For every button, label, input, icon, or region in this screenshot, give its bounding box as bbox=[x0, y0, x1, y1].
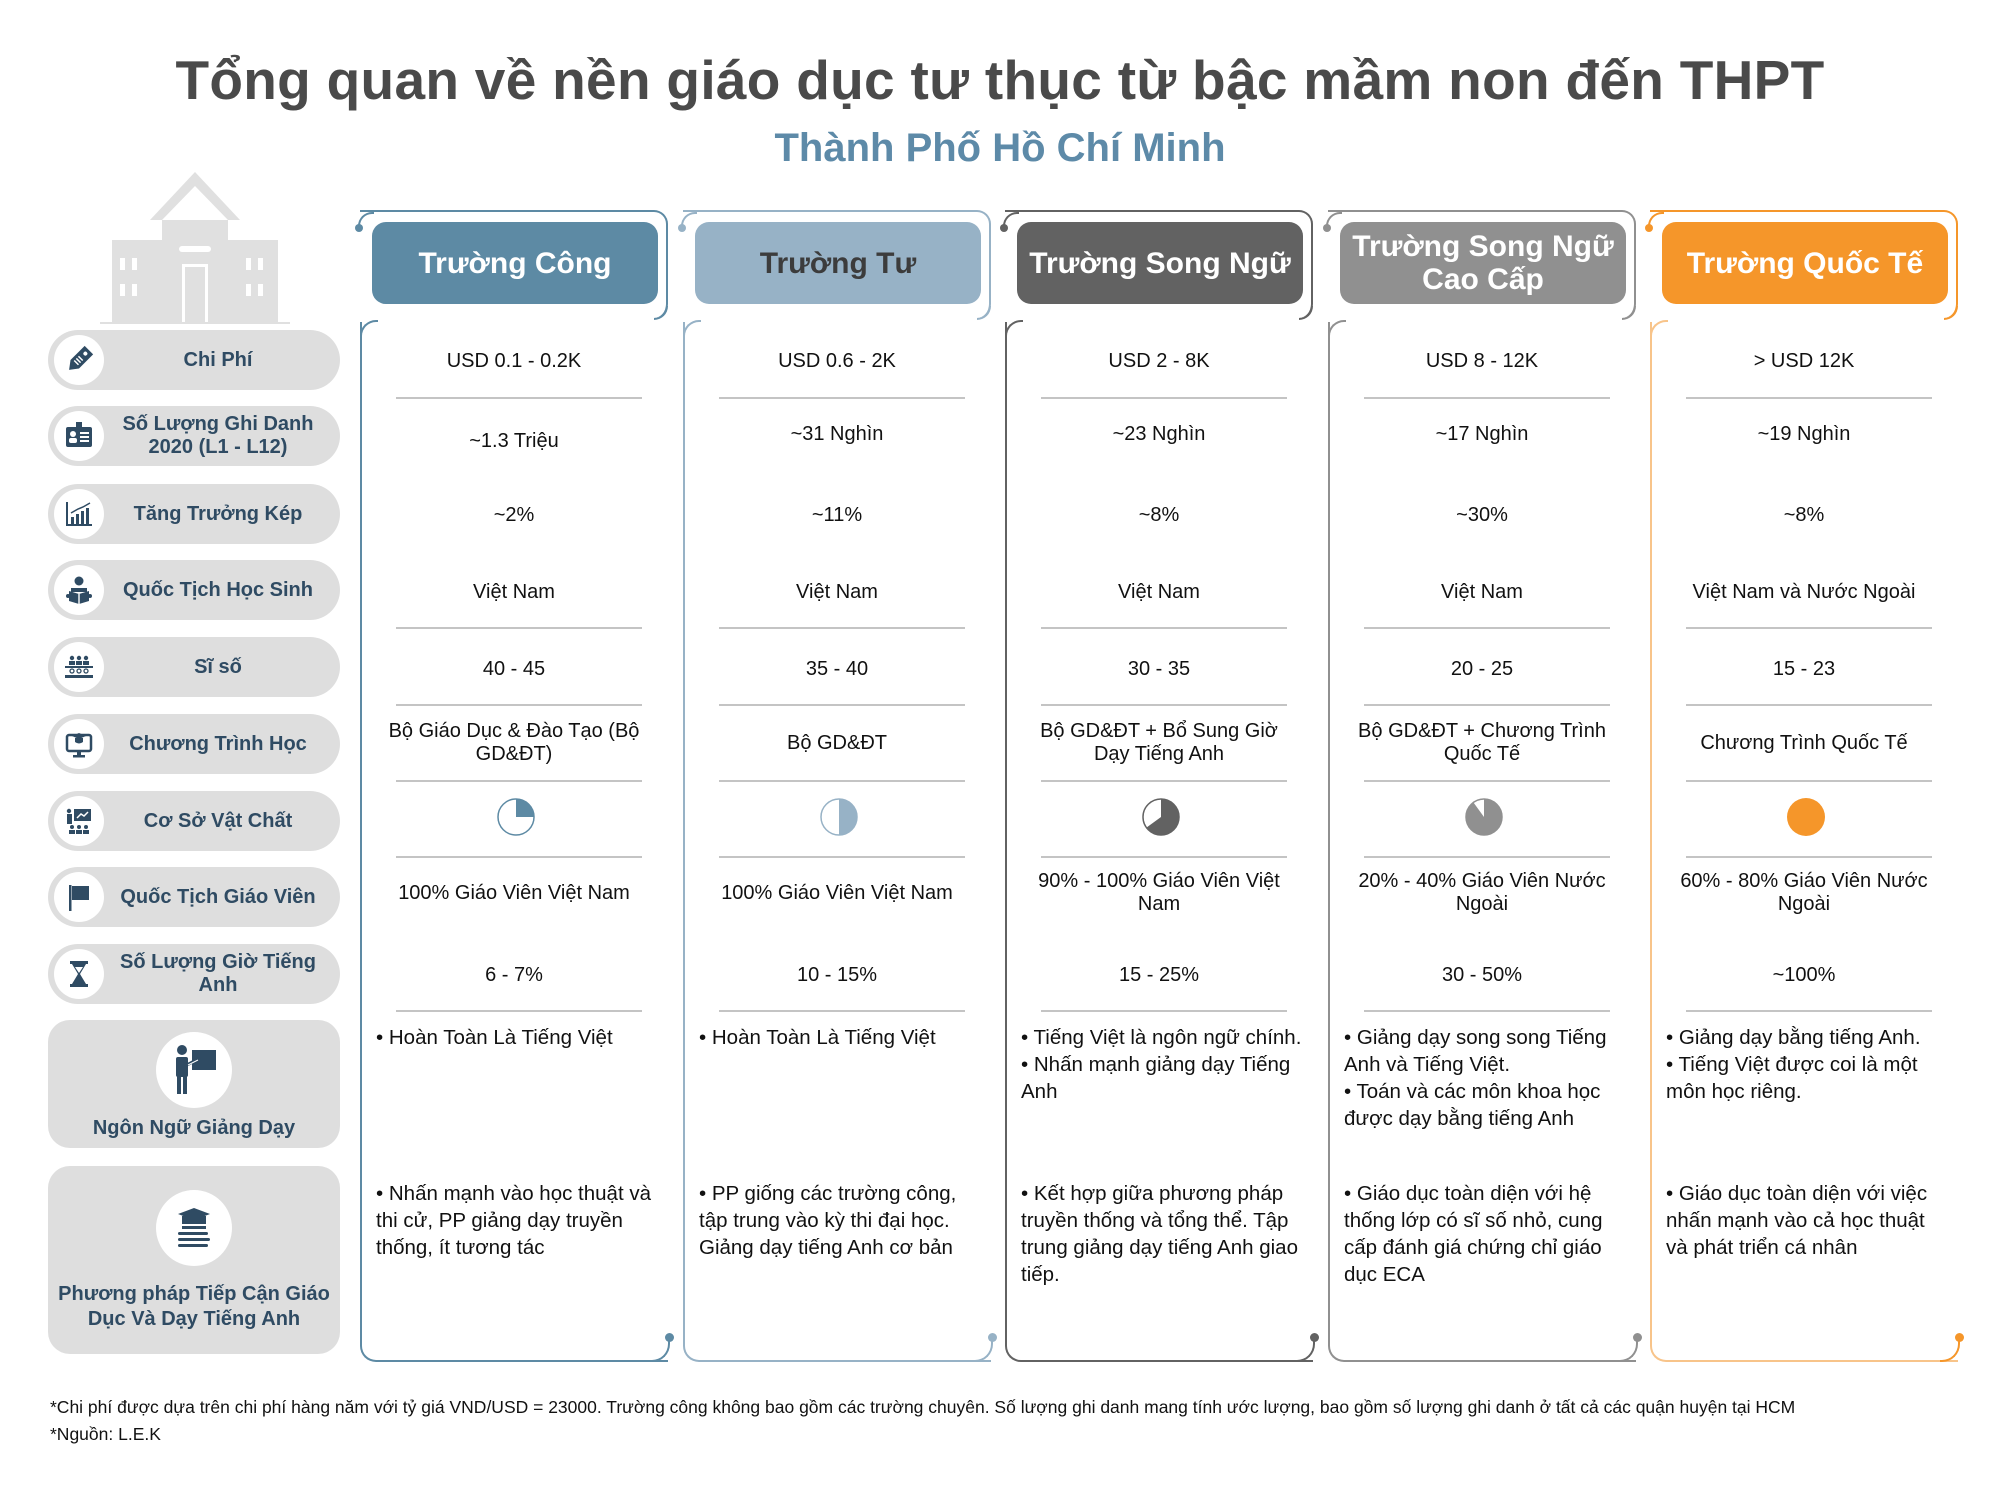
cagr-value: ~8% bbox=[1783, 504, 1825, 526]
class-size-value: 15 - 23 bbox=[1772, 658, 1836, 680]
cost-value: > USD 12K bbox=[1753, 350, 1855, 372]
curriculum-value: Bộ GD&ĐT bbox=[786, 732, 888, 754]
teaching-language-list: • Tiếng Việt là ngôn ngữ chính. • Nhấn mạnh giảng dạy Tiếng Anh bbox=[1021, 1026, 1302, 1103]
facilities-pie-icon bbox=[1141, 797, 1181, 837]
student-nationality-value: Việt Nam bbox=[1118, 581, 1200, 603]
approach-list: • PP giống các trường công, tập trung vào kỳ thi đại học. Giảng dạy tiếng Anh cơ bản bbox=[699, 1182, 957, 1259]
cost-value: USD 2 - 8K bbox=[1108, 350, 1210, 372]
column-public-school bbox=[360, 210, 668, 1362]
english-hours-value: 6 - 7% bbox=[485, 964, 543, 986]
flag-icon bbox=[54, 872, 104, 922]
class-size-value: 30 - 35 bbox=[1127, 658, 1191, 680]
column-premium-bilingual-school bbox=[1328, 210, 1636, 1362]
row-label-teacher-nationality: Quốc Tịch Giáo Viên bbox=[48, 867, 340, 927]
row-label-english-hours: Số Lượng Giờ Tiếng Anh bbox=[48, 944, 340, 1004]
student-nationality-value: Việt Nam bbox=[1441, 581, 1523, 603]
teacher-board-icon bbox=[156, 1032, 232, 1108]
id-badge-icon bbox=[54, 411, 104, 461]
english-hours-value: ~100% bbox=[1772, 964, 1836, 986]
row-label-cagr: Tăng Trưởng Kép bbox=[48, 484, 340, 544]
enrollment-value: ~1.3 Triệu bbox=[469, 430, 559, 452]
student-nationality-value: Việt Nam và Nước Ngoài bbox=[1692, 581, 1916, 603]
approach-list: • Giáo dục toàn diện với việc nhấn mạnh vào cả học thuật và phát triển cá nhân bbox=[1666, 1182, 1928, 1259]
curriculum-value: Bộ GD&ĐT + Bổ Sung Giờ Dạy Tiếng Anh bbox=[1040, 720, 1278, 765]
cagr-value: ~8% bbox=[1138, 504, 1180, 526]
row-label-student-nationality: Quốc Tịch Học Sinh bbox=[48, 560, 340, 620]
page-subtitle: Thành Phố Hồ Chí Minh bbox=[774, 126, 1226, 170]
header-international-school[interactable]: Trường Quốc Tế bbox=[1662, 222, 1948, 304]
curriculum-value: Chương Trình Quốc Tế bbox=[1700, 732, 1908, 754]
teaching-language-list: • Giảng dạy bằng tiếng Anh. • Tiếng Việt được coi là một môn học riêng. bbox=[1666, 1026, 1921, 1103]
teaching-language-list: • Hoàn Toàn Là Tiếng Việt bbox=[376, 1026, 613, 1049]
footnote-cost: *Chi phí được dựa trên chi phí hàng năm với tỷ giá VND/USD = 23000. Trường công không bao gồm các trường chuyên. Số lượng ghi danh mang tính ước lượng, bao gồm số lượng ghi danh ở tất cả các quận huyện tại HCM bbox=[50, 1397, 1796, 1417]
header-premium-bilingual-school[interactable]: Trường Song Ngữ Cao Cấp bbox=[1340, 222, 1626, 304]
row-label-curriculum: Chương Trình Học bbox=[48, 714, 340, 774]
hourglass-icon bbox=[54, 949, 104, 999]
school-building-icon bbox=[100, 168, 290, 324]
classroom-icon bbox=[54, 642, 104, 692]
facilities-pie-icon bbox=[1464, 797, 1504, 837]
header-bilingual-school[interactable]: Trường Song Ngữ bbox=[1017, 222, 1303, 304]
facilities-pie-icon bbox=[1786, 797, 1826, 837]
student-nationality-value: Việt Nam bbox=[473, 581, 555, 603]
teacher-nationality-value: 100% Giáo Viên Việt Nam bbox=[398, 882, 630, 904]
facilities-pie-icon bbox=[819, 797, 859, 837]
page-title: Tổng quan về nền giáo dục tư thục từ bậc mầm non đến THPT bbox=[175, 49, 1825, 111]
english-hours-value: 10 - 15% bbox=[796, 964, 878, 986]
presentation-board-icon bbox=[54, 796, 104, 846]
cost-value: USD 8 - 12K bbox=[1425, 350, 1539, 372]
cagr-value: ~30% bbox=[1456, 504, 1508, 526]
price-tag-icon bbox=[54, 335, 104, 385]
bar-chart-icon bbox=[54, 489, 104, 539]
approach-list: • Kết hợp giữa phương pháp truyền thống và tổng thể. Tập trung giảng dạy tiếng Anh giao tiếp. bbox=[1021, 1182, 1298, 1286]
class-size-value: 40 - 45 bbox=[482, 658, 546, 680]
row-label-teaching-language: Ngôn Ngữ Giảng Dạy bbox=[48, 1020, 340, 1148]
column-bilingual-school bbox=[1005, 210, 1313, 1362]
footnotes bbox=[50, 1394, 1795, 1448]
curriculum-value: Bộ Giáo Dục & Đào Tạo (Bộ GD&ĐT) bbox=[388, 720, 640, 765]
teacher-nationality-value: 60% - 80% Giáo Viên Nước Ngoài bbox=[1680, 870, 1928, 915]
books-graduation-cap-icon bbox=[156, 1190, 232, 1266]
enrollment-value: ~17 Nghìn bbox=[1435, 423, 1529, 445]
row-label-approach: Phương pháp Tiếp Cận Giáo Dục Và Dạy Tiếng Anh bbox=[48, 1166, 340, 1354]
teacher-nationality-value: 20% - 40% Giáo Viên Nước Ngoài bbox=[1358, 870, 1606, 915]
column-international-school bbox=[1650, 210, 1958, 1362]
teacher-nationality-value: 100% Giáo Viên Việt Nam bbox=[721, 882, 953, 904]
teaching-language-list: • Hoàn Toàn Là Tiếng Việt bbox=[699, 1026, 936, 1049]
english-hours-value: 15 - 25% bbox=[1118, 964, 1200, 986]
teaching-language-list: • Giảng dạy song song Tiếng Anh và Tiếng Việt. • Toán và các môn khoa học được dạy bằng tiếng Anh bbox=[1344, 1026, 1607, 1130]
row-label-facilities: Cơ Sở Vật Chất bbox=[48, 791, 340, 851]
row-label-class-size: Sĩ số bbox=[48, 637, 340, 697]
online-course-icon bbox=[54, 719, 104, 769]
header-private-school[interactable]: Trường Tư bbox=[695, 222, 981, 304]
row-label-cost: Chi Phí bbox=[48, 330, 340, 390]
cost-value: USD 0.6 - 2K bbox=[778, 350, 896, 372]
approach-list: • Giáo dục toàn diện với hệ thống lớp có sĩ số nhỏ, cung cấp đánh giá chứng chỉ giáo dục ECA bbox=[1344, 1182, 1603, 1286]
footnote-source: *Nguồn: L.E.K bbox=[50, 1424, 161, 1444]
student-reading-icon bbox=[54, 565, 104, 615]
english-hours-value: 30 - 50% bbox=[1441, 964, 1523, 986]
row-label-enrollment: Số Lượng Ghi Danh 2020 (L1 - L12) bbox=[48, 406, 340, 466]
enrollment-value: ~31 Nghìn bbox=[790, 423, 884, 445]
cagr-value: ~2% bbox=[493, 504, 535, 526]
facilities-pie-icon bbox=[496, 797, 536, 837]
cagr-value: ~11% bbox=[811, 504, 863, 526]
curriculum-value: Bộ GD&ĐT + Chương Trình Quốc Tế bbox=[1358, 720, 1606, 765]
column-private-school bbox=[683, 210, 991, 1362]
teacher-nationality-value: 90% - 100% Giáo Viên Việt Nam bbox=[1038, 870, 1280, 915]
approach-list: • Nhấn mạnh vào học thuật và thi cử, PP giảng dạy truyền thống, ít tương tác bbox=[376, 1182, 651, 1259]
enrollment-value: ~23 Nghìn bbox=[1112, 423, 1206, 445]
class-size-value: 35 - 40 bbox=[805, 658, 869, 680]
cost-value: USD 0.1 - 0.2K bbox=[446, 350, 582, 372]
enrollment-value: ~19 Nghìn bbox=[1757, 423, 1851, 445]
header-public-school[interactable]: Trường Công bbox=[372, 222, 658, 304]
class-size-value: 20 - 25 bbox=[1450, 658, 1514, 680]
student-nationality-value: Việt Nam bbox=[796, 581, 878, 603]
